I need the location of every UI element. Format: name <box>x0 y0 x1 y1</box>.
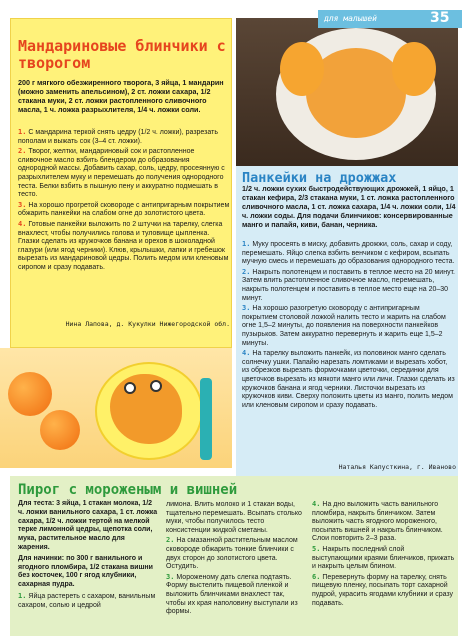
recipe1-step: 4. Готовые панкейки выложить по 2 штучки на тарелку, слегка внахлест, чтобы получились голова и туловище цыпленка. Глазки сделать из кружочков банана и орехов в шоколадной глазури (или ягод черники). Клюв, крылышки, лапки и гребешок вырезать из мандариновой цедры. Полить медом или кленовым сиропом и сразу подавать. <box>18 219 229 271</box>
recipe2-signature: Наталья Капусткина, г. Иваново <box>338 463 456 471</box>
recipe1-title: Мандариновые блинчики с творогом <box>18 37 226 72</box>
eye-icon <box>150 380 162 392</box>
recipe2-steps <box>242 240 456 411</box>
page-number: 35 <box>430 10 450 26</box>
recipe3-step: 3. Мороженому дать слегка подтаять. Форму выстелить пищевой пленкой и выложить блинчиками внахлест так, чтобы их края наполовину выступали из формы. <box>166 572 298 616</box>
mango-ear-image <box>280 42 324 96</box>
recipe3-step: 1. Яйца растереть с сахаром, ванильным сахаром, солью и цедрой <box>18 591 156 609</box>
recipe3-step: 4. На дно выложить часть ванильного пломбира, накрыть блинчиком. Затем выложить часть ягодного мороженого, посыпать вишней и накрыть блинчиком. Слои повторить 2–3 раза. <box>312 500 443 543</box>
recipe1-signature: Нина Лапова, д. Кукулки Нижегородской обл. <box>65 320 230 328</box>
recipe2-ingredients: 1/2 ч. ложки сухих быстродействующих дрожжей, 1 яйцо, 1 стакан кефира, 2/3 стакана муки, 1 ст. ложка растопленного сливочного масла, 1 ст. ложка сахара, 1/4 ч. ложки соли, 1/4 ч. ложки соды. Для подачи блинчиков: консервированные манго и папайя, киви, банан, черника. <box>242 184 456 229</box>
mango-ear-image <box>392 42 436 96</box>
recipe3-title: Пирог с мороженым и вишней <box>18 482 238 498</box>
recipe2-step: 2. Накрыть полотенцем и поставить в теплое место на 20 минут. Затем влить растопленное сливочное масло, перемешать, накрыть полотенцем и поставить в теплое место еще на 20–30 минут. <box>242 267 455 302</box>
recipe3-ingredients: Для теста: 3 яйца, 1 стакан молока, 1/2 ч. ложки ванильного сахара, 1 ст. ложка сахара, 1/2 ч. ложки тертой на мелкой терке лимонной цедры, щепотка соли, мука, растительное масло для жарения. <box>18 500 158 551</box>
recipe1-step: 2. Творог, желтки, мандариновый сок и растопленное сливочное масло взбить блендером до образования однородной массы. Добавить сахар, соль, цедру, просеянную с разрыхлителем муку и перемешать до получения однородного теста. Белки взбить в пышную пену и аккуратно подмешать в тесто. <box>18 147 225 199</box>
fork-image <box>200 378 212 460</box>
recipe3-column-3 <box>312 500 456 609</box>
recipe1-steps <box>18 128 230 274</box>
recipe2-step: 1. Муку просеять в миску, добавить дрожжи, соль, сахар и соду, перемешать. Яйцо слегка взбить венчиком с кефиром, всыпать мучную смесь и перемешать до образования однородного теста. <box>242 240 455 266</box>
eye-icon <box>124 382 136 394</box>
section-label: для малышей <box>324 14 377 23</box>
recipe3-step: лимона. Влить молоко и 1 стакан воды, тщательно перемешать. Всыпать столько муки, чтобы получилось тесто консистенции жидкой сметаны. <box>166 501 302 534</box>
tangerine-image <box>8 372 52 416</box>
tangerine-image <box>40 410 80 450</box>
recipe3-step: 5. Накрыть последний слой выступающими краями блинчиков, прижать и накрыть целым блином. <box>312 544 455 571</box>
pancake-chick-image <box>110 374 182 444</box>
elephant-pancake-photo <box>236 18 458 166</box>
recipe3-column-2 <box>166 500 306 618</box>
recipe1-ingredients: 200 г мягкого обезжиренного творога, 3 яйца, 1 мандарин (можно заменить апельсином), 2 ст. ложки сахара, 1/2 стакана муки, 2 ст. ложки растопленного сливочного масла, 1 ч. ложка разрыхлителя, 1/4 ч. ложки соли. <box>18 78 224 114</box>
recipe3-step: 6. Перевернуть форму на тарелку, снять пищевую пленку, посыпать торт сахарной пудрой, украсить ягодами клубники и сразу подавать. <box>312 572 454 607</box>
recipe3-step: 2. На смазанной растительным маслом сковороде обжарить тонкие блинчики с двух сторон до золотистого цвета. Остудить. <box>166 536 298 571</box>
recipe2-title: Панкейки на дрожжах <box>242 170 397 186</box>
recipe2-step: 4. На тарелку выложить панкейк, из половинок манго сделать солнечку ушки. Папайю нарезать ломтиками и вырезать хобот, из обрезков вырезать формочками цветочки, серединки для цветочков вырезать из мякоти манго или личи. Глазки сделать из кружочков банана и ягод черники. Листочки вырезать из кружочков киви. Сверху положить цветы из манго, полить медом или кленовым сиропом и сразу подавать. <box>242 349 455 409</box>
recipe1-step: 3. На хорошо прогретой сковороде с антипригарным покрытием обжарить панкейки на слабом огне до золотистого цвета. <box>18 200 230 218</box>
recipe3-filling: Для начинки: по 300 г ванильного и ягодного пломбира, 1/2 стакана вишни без косточек, 100 г ягод клубники, сахарная пудра. <box>18 554 153 589</box>
recipe1-step: 1. С мандарина теркой снять цедру (1/2 ч. ложки), разрезать пополам и выжать сок (3–4 ст. ложки). <box>18 128 218 145</box>
recipe2-step: 3. На хорошо разогретую сковороду с антипригарным покрытием столовой ложкой налить тесто и жарить на слабом огне 1,5–2 минуты, до появления на поверхности панкейков пузырьков. Затем аккуратно перевернуть и жарить еще 1,5–2 минуты. <box>242 304 446 347</box>
recipe3-column-1 <box>18 500 158 611</box>
